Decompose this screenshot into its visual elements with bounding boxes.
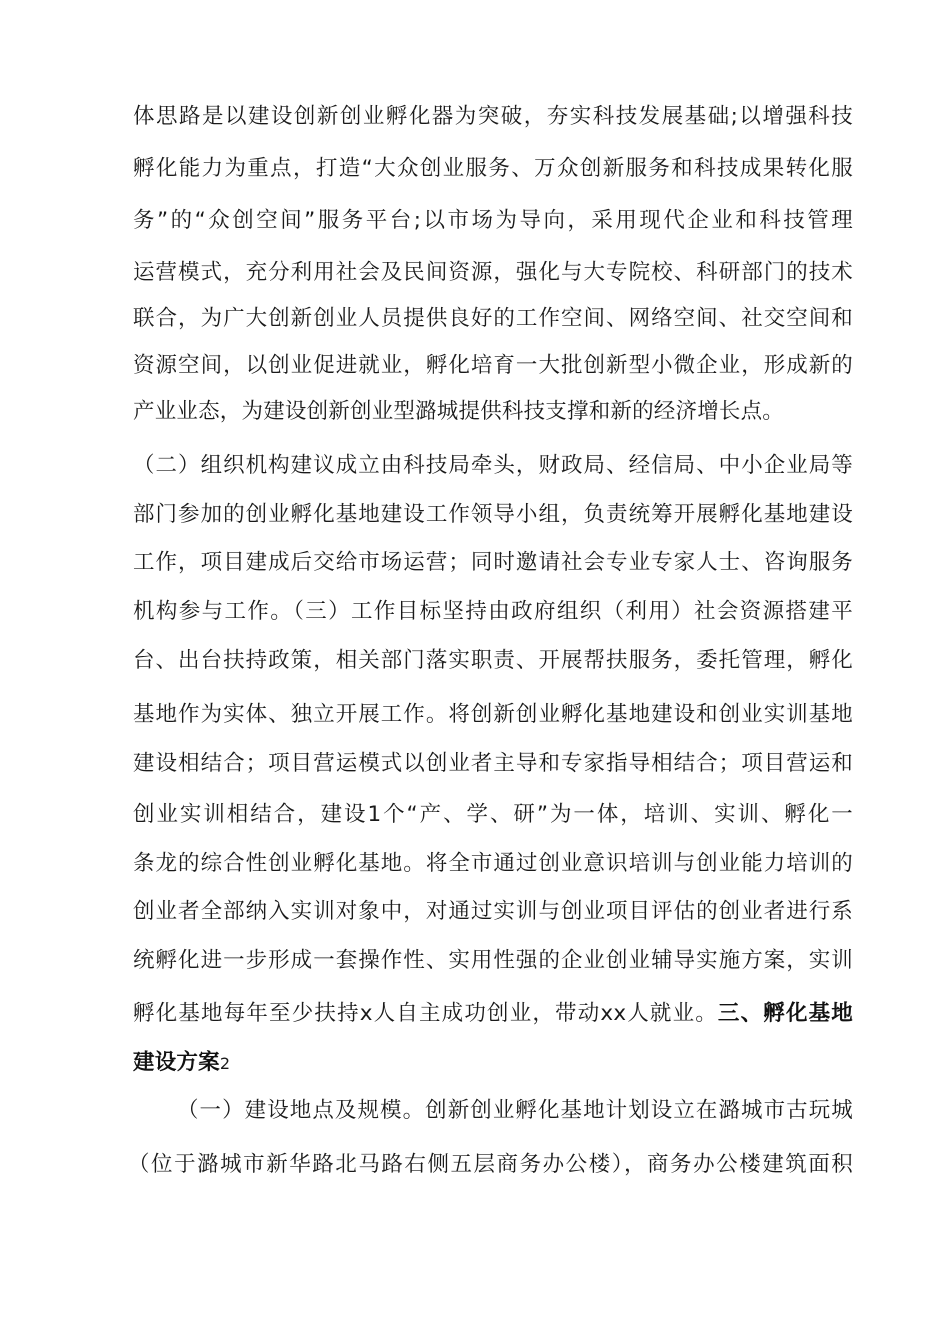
- body-line: 统孵化进一步形成一套操作性、实用性强的企业创业辅导实施方案，实训: [133, 948, 853, 973]
- body-line: 部门参加的创业孵化基地建设工作领导小组，负责统筹开展孵化基地建设: [133, 502, 853, 527]
- body-line: 联合，为广大创新创业人员提供良好的工作空间、网络空间、社交空间和: [133, 306, 853, 331]
- body-line: 产业业态，为建设创新创业型潞城提供科技支撑和新的经济增长点。: [133, 399, 785, 424]
- subsection-line: （一）建设地点及规模。创新创业孵化基地计划设立在潞城市古玩城: [177, 1098, 853, 1123]
- body-line: 创业者全部纳入实训对象中，对通过实训与创业项目评估的创业者进行系: [133, 899, 853, 924]
- body-line: （位于潞城市新华路北马路右侧五层商务办公楼），商务办公楼建筑面积: [128, 1152, 853, 1177]
- body-line: 工作，项目建成后交给市场运营；同时邀请社会专业专家人士、咨询服务: [133, 550, 853, 575]
- section-heading-continued: 建设方案: [133, 1050, 220, 1075]
- body-line: （二）组织机构建议成立由科技局牵头，财政局、经信局、中小企业局等: [133, 453, 853, 478]
- body-line: 体思路是以建设创新创业孵化器为突破，夯实科技发展基础;以增强科技: [133, 104, 853, 129]
- body-line: 资源空间，以创业促进就业，孵化培育一大批创新型小微企业，形成新的: [133, 353, 853, 378]
- body-line: 条龙的综合性创业孵化基地。将全市通过创业意识培训与创业能力培训的: [133, 851, 853, 876]
- body-line: 机构参与工作。（三）工作目标坚持由政府组织（利用）社会资源搭建平: [133, 599, 853, 624]
- heading-line: [133, 1037, 853, 1089]
- body-line: 基地作为实体、独立开展工作。将创新创业孵化基地建设和创业实训基地: [133, 702, 853, 727]
- section-heading: 三、孵化基地: [717, 1001, 853, 1026]
- body-line: 孵化能力为重点，打造“大众创业服务、万众创新服务和科技成果转化服: [133, 156, 853, 181]
- body-line: 创业实训相结合，建设1个“产、学、研”为一体，培训、实训、孵化一: [133, 802, 853, 827]
- body-text: 孵化基地每年至少扶持x人自主成功创业，带动xx人就业。: [133, 1001, 718, 1026]
- body-line: 台、出台扶持政策，相关部门落实职责、开展帮扶服务，委托管理，孵化: [133, 648, 853, 673]
- body-line-with-heading: [133, 988, 853, 1040]
- body-line: 务”的“众创空间”服务平台;以市场为导向，采用现代企业和科技管理: [133, 208, 853, 233]
- page-marker: 2: [219, 1054, 231, 1073]
- body-line: 运营模式，充分利用社会及民间资源，强化与大专院校、科研部门的技术: [133, 260, 853, 285]
- body-line: 建设相结合；项目营运模式以创业者主导和专家指导相结合；项目营运和: [133, 751, 853, 776]
